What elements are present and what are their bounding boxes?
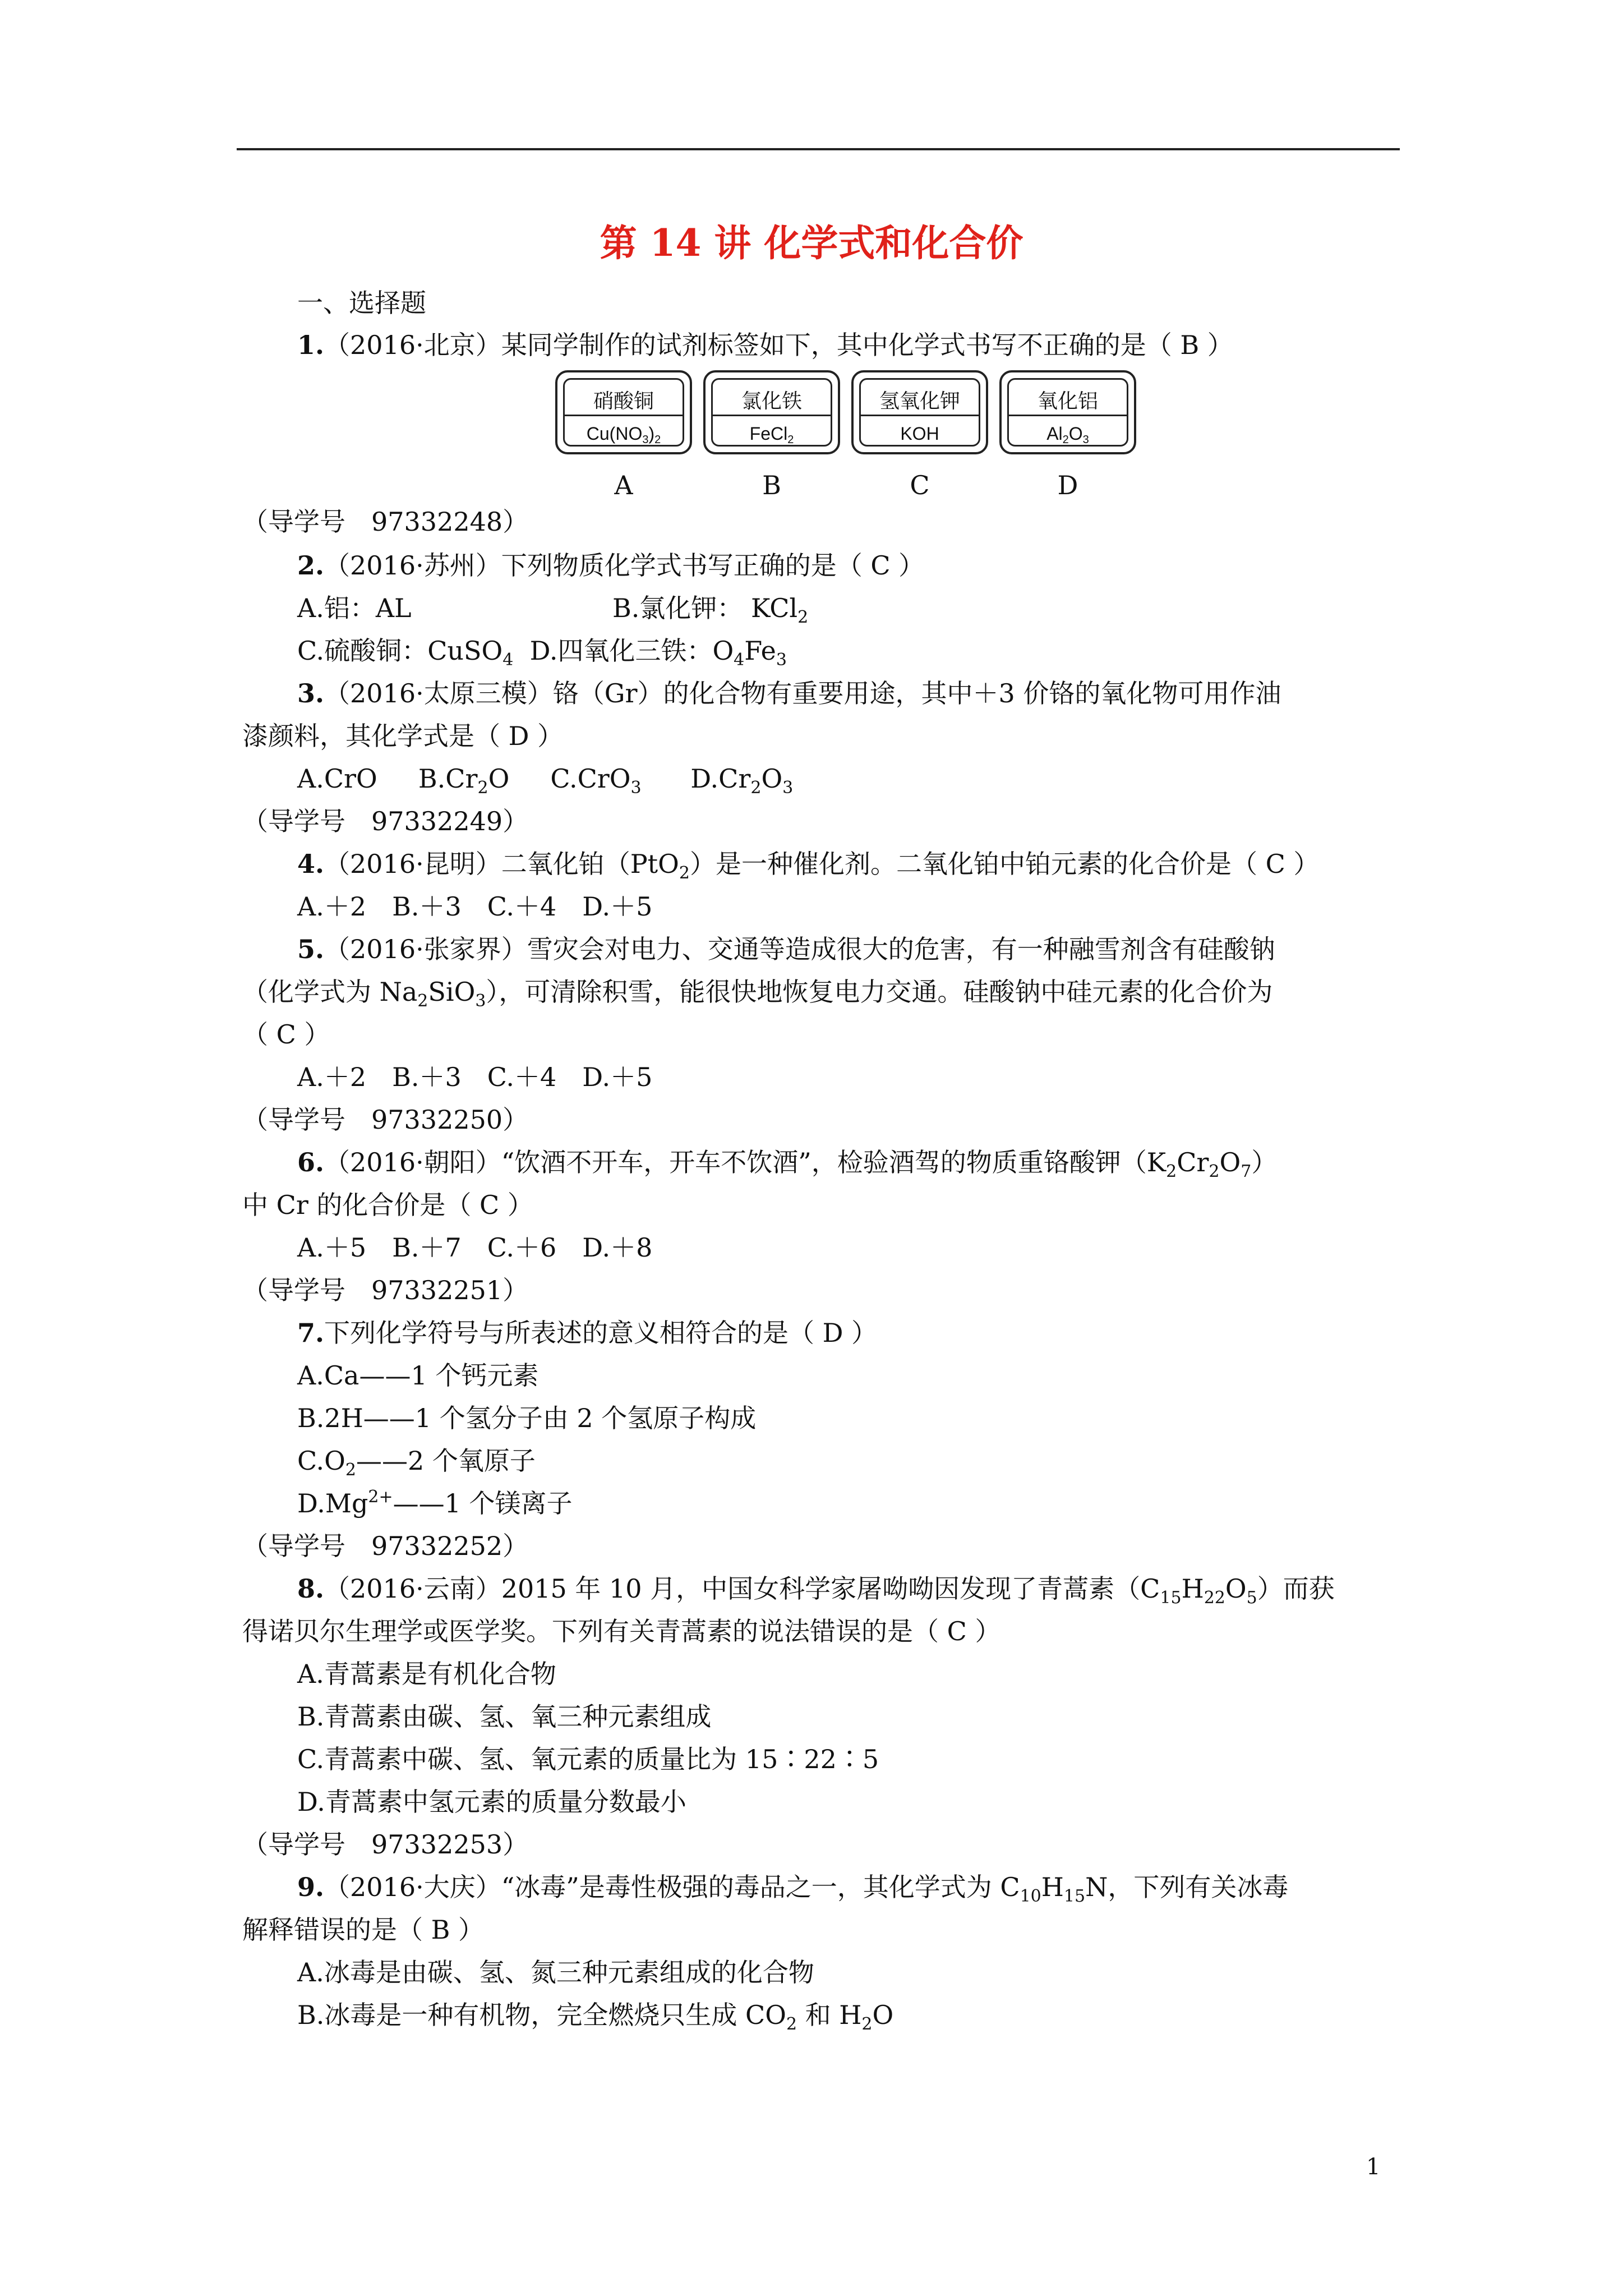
- question-8-option-b: B.青蒿素由碳、氢、氧三种元素组成: [297, 1701, 712, 1732]
- reagent-label-d: 氧化铝 $Al_2O_3$: [999, 370, 1136, 454]
- question-4-options: A.＋2 B.＋3 C.＋4 D.＋5: [297, 891, 653, 922]
- reagent-label-b: 氯化铁 FeCl$_2$: [703, 370, 840, 454]
- question-9-option-b: B.冰毒是一种有机物，完全燃烧只生成 $CO_2$ 和 $H_2O$: [297, 2000, 894, 2034]
- page-title: 第 14 讲 化学式和化合价: [600, 221, 1023, 265]
- question-3-options: A.CrO $B.Cr_2O$ C.CrO$_3$ $D.Cr_2O_3$: [297, 763, 794, 798]
- option-letter-d: D: [1057, 470, 1078, 500]
- question-6-ref: （导学号 97332251）: [242, 1275, 529, 1305]
- question-9-option-a: A.冰毒是由碳、氢、氮三种元素组成的化合物: [297, 1957, 814, 1987]
- question-8: 8.（2016·云南）2015 年 10 月，中国女科学家屠呦呦因发现了青蒿素$(C_{15}H_{22}O_5)$而获: [297, 1573, 1335, 1608]
- question-6-options: A.＋5 B.＋7 C.＋6 D.＋8: [297, 1232, 653, 1263]
- question-6: 6.（2016·朝阳）“饮酒不开车，开车不饮酒”，检验酒驾的物质重铬酸钾$(K_2Cr_2O_7)$: [297, 1147, 1278, 1181]
- question-7-option-c: $C.O_2——2$ 个氧原子: [297, 1446, 536, 1480]
- reagent-label-c: 氢氧化钾 KOH: [851, 370, 988, 454]
- question-3-ref: （导学号 97332249）: [242, 806, 529, 836]
- question-3-cont: 漆颜料，其化学式是（ D ）: [242, 721, 564, 751]
- question-8-option-c: C.青蒿素中碳、氢、氧元素的质量比为 15∶22∶5: [297, 1744, 879, 1774]
- page-number: 1: [1366, 2154, 1381, 2180]
- question-1: 1.（2016·北京）某同学制作的试剂标签如下，其中化学式书写不正确的是（ B ）: [297, 330, 1233, 360]
- question-4: 4.（2016·昆明）二氧化铂（PtO$_2$）是一种催化剂。二氧化铂中铂元素的化合价是（ C ）: [297, 849, 1320, 883]
- question-7-option-a: A.Ca——1 个钙元素: [297, 1360, 539, 1391]
- question-5-options: A.＋2 B.＋3 C.＋4 D.＋5: [297, 1062, 653, 1092]
- question-5-ref: （导学号 97332250）: [242, 1105, 529, 1135]
- question-5: 5.（2016·张家界）雪灾会对电力、交通等造成很大的危害，有一种融雪剂含有硅酸钠: [297, 934, 1275, 964]
- question-3: 3.（2016·太原三模）铬（Gr）的化合物有重要用途，其中＋3 价铬的氧化物可用作油: [297, 678, 1281, 708]
- question-2-option-a: A.铝：AL: [297, 593, 412, 623]
- question-8-cont: 得诺贝尔生理学或医学奖。下列有关青蒿素的说法错误的是（ C ）: [242, 1616, 1001, 1646]
- question-8-option-a: A.青蒿素是有机化合物: [297, 1659, 556, 1689]
- question-7-option-b: B.2H——1 个氢分子由 2 个氢原子构成: [297, 1403, 757, 1433]
- option-letter-c: C: [910, 470, 930, 500]
- reagent-label-a: 硝酸铜 $Cu(NO_3)_2$: [555, 370, 692, 454]
- option-letter-b: B: [762, 470, 781, 500]
- question-8-option-d: D.青蒿素中氢元素的质量分数最小: [297, 1787, 686, 1817]
- section-heading: 一、选择题: [297, 288, 426, 318]
- question-2-options-cd: C.硫酸铜：CuSO$_4$ D.四氧化三铁：$O_4Fe_3$: [297, 636, 787, 670]
- option-letter-a: A: [614, 470, 633, 500]
- question-1-ref: （导学号 97332248）: [242, 507, 529, 537]
- question-6-cont: 中 Cr 的化合价是（ C ）: [242, 1190, 533, 1220]
- question-5-answer: （ C ）: [242, 1019, 330, 1050]
- question-7: 7.下列化学符号与所表述的意义相符合的是（ D ）: [297, 1318, 878, 1348]
- question-9-cont: 解释错误的是（ B ）: [242, 1915, 485, 1945]
- question-2: 2.（2016·苏州）下列物质化学式书写正确的是（ C ）: [297, 550, 925, 581]
- question-9: 9.（2016·大庆）“冰毒”是毒性极强的毒品之一，其化学式为 $C_{10}H_{15}N$，下列有关冰毒: [297, 1872, 1289, 1906]
- header-rule: [237, 148, 1400, 150]
- question-7-ref: （导学号 97332252）: [242, 1531, 529, 1561]
- question-8-ref: （导学号 97332253）: [242, 1829, 529, 1860]
- question-2-option-b: B.氯化钾： KCl$_2$: [612, 593, 809, 627]
- question-7-option-d: $D.Mg^{2+}——1$ 个镁离子: [297, 1487, 573, 1519]
- question-5-cont: （化学式为 $Na_2SiO_3$），可清除积雪，能很快地恢复电力交通。硅酸钠中硅元素的化合价为: [242, 977, 1273, 1011]
